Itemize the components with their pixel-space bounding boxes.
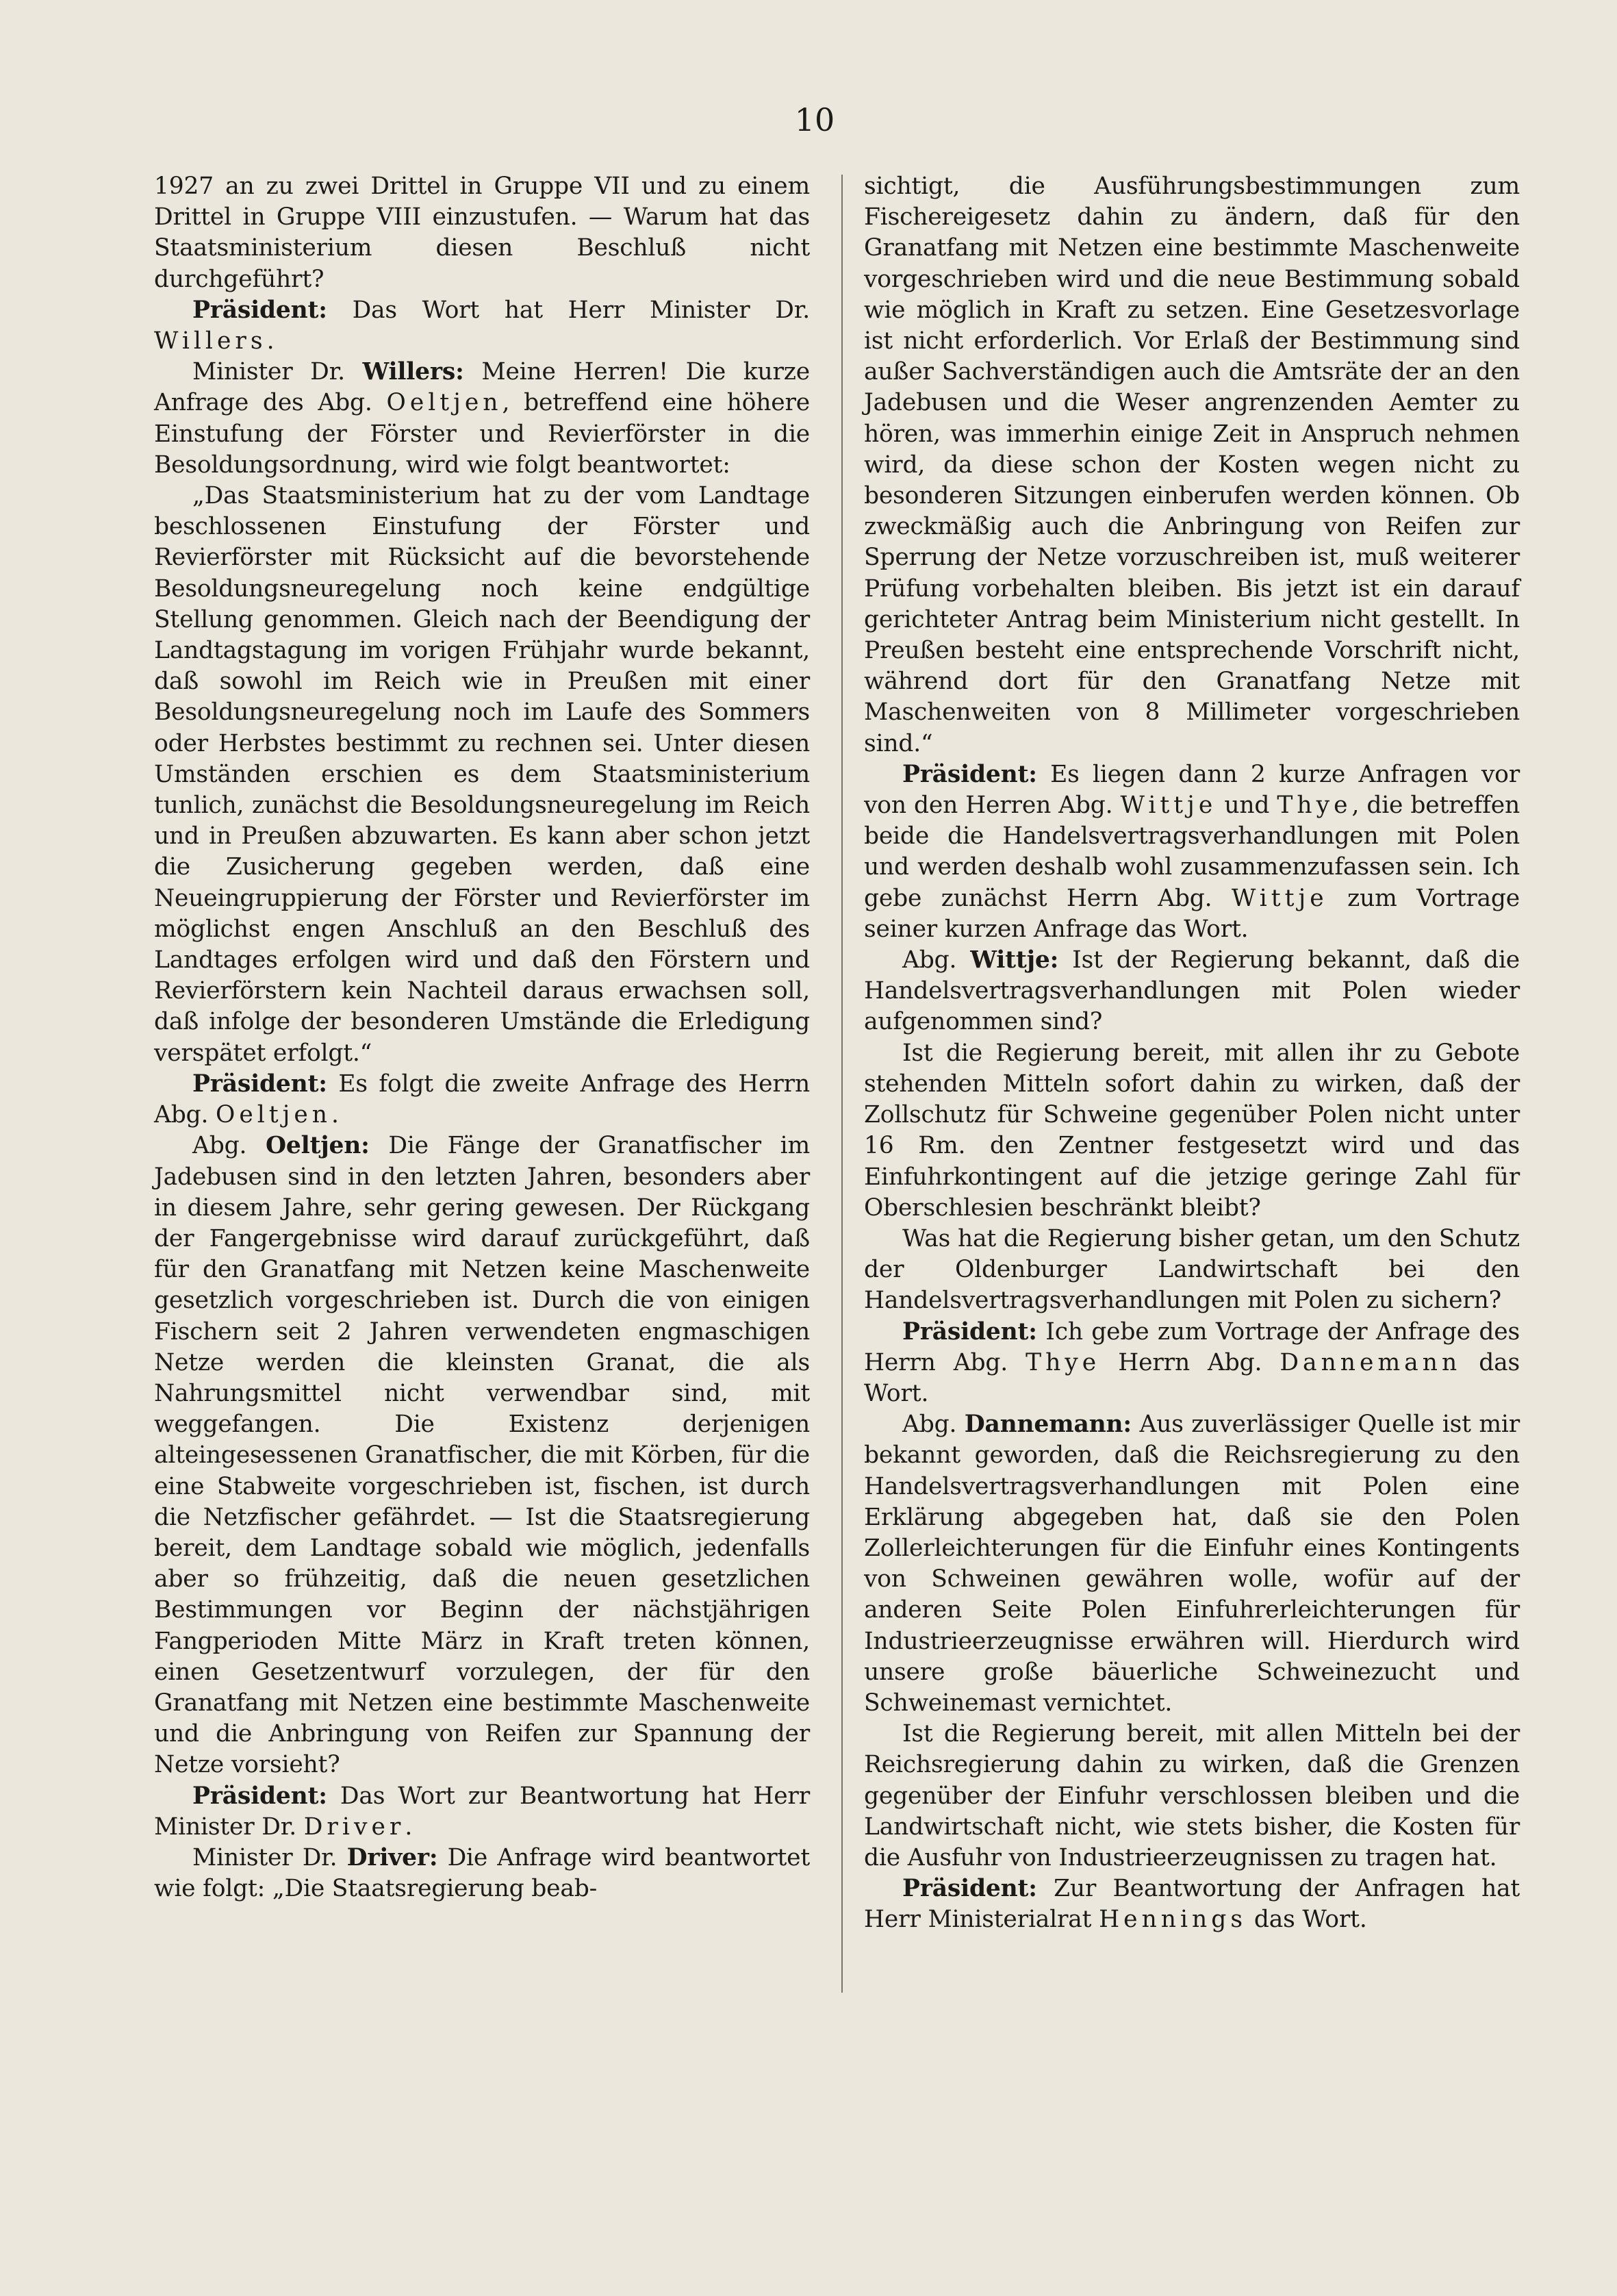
paragraph-text: . (266, 327, 275, 355)
paragraph-text: Es liegen dann 2 kurze Anfragen vor von den Herren Abg. (864, 760, 1520, 820)
paragraph-text: , die betreffen beide die Handelsvertragsverhandlungen mit Polen und werden deshalb wohl zusammenzufassen sein. Ich gebe zunächst Herrn Abg. (864, 792, 1520, 912)
paragraph (154, 1843, 810, 1904)
spaced-name: Willers (154, 327, 267, 355)
paragraph (864, 945, 1520, 1038)
paragraph (864, 759, 1520, 945)
paragraph (864, 171, 1520, 759)
paragraph (154, 481, 810, 1069)
paragraph (154, 357, 810, 481)
paragraph-text: zum Vortrage seiner kurzen Anfrage das Wort. (864, 884, 1520, 943)
right-column (864, 171, 1520, 1936)
paragraph-text: das Wort. (1247, 1906, 1367, 1934)
spaced-name: Thye (1026, 1348, 1101, 1376)
paragraph-text: Die Anfrage wird beantwortet wie folgt: „Die Staatsregierung beab- (154, 1843, 810, 1903)
paragraph-text: Herrn Abg. (1100, 1348, 1280, 1376)
speaker-label: Willers: (362, 358, 464, 386)
paragraph-text: Minister Dr. (192, 358, 363, 386)
spaced-name: Oeltjen (216, 1101, 331, 1129)
paragraph (864, 1719, 1520, 1874)
paragraph-text: Ist die Regierung bereit, mit allen ihr zu Gebote stehenden Mitteln sofort dahin zu wirken, daß der Zollschutz für Schweine gegenüber Polen nicht unter 16 Rm. den Zentner festgesetzt wird und das Einfuhrkontingent auf die jetzige geringe Zahl für Oberschlesien beschränkt bleibt? (864, 1039, 1520, 1222)
paragraph (154, 1131, 810, 1780)
paragraph-text: Aus zuverlässiger Quelle ist mir bekannt geworden, daß die Reichsregierung zu den Handelsvertragsverhandlungen mit Polen eine Erklärung abgegeben hat, daß sie den Polen Zollerleichterungen für die Einfuhr eines Kontingents von Schweinen gewähren wolle, wofür auf der anderen Seite Polen Einfuhrerleichterungen für Industrieerzeugnisse erwähren will. Hierdurch wird unsere große bäuerliche Schweinezucht und Schweinemast vernichtet. (864, 1411, 1520, 1717)
left-column (154, 171, 810, 1904)
speaker-label: Präsident: (902, 1317, 1037, 1346)
paragraph (864, 1224, 1520, 1317)
paragraph-text: „Das Staatsministerium hat zu der vom Landtage beschlossenen Einstufung der Förster und Revierförster mit Rücksicht auf die bevorstehende Besoldungsneuregelung noch keine endgültige Stellung genommen. Gleich nach der Beendigung der Landtagstagung im vorigen Frühjahr wurde bekannt, daß sowohl im Reich wie in Preußen mit einer Besoldungsneuregelung noch im Laufe des Sommers oder Herbstes bestimmt zu rechnen sei. Unter diesen Umständen erschien es dem Staatsministerium tunlich, zunächst die Besoldungsneuregelung im Reich und in Preußen abzuwarten. Es kann aber schon jetzt die Zusicherung gegeben werden, daß eine Neueingruppierung der Förster und Revierförster im möglichst engen Anschluß an den Beschluß des Landtages erfolgen wird und daß den Förstern und Revierförstern kein Nachteil daraus erwachsen soll, daß infolge der besonderen Umstände die Erledigung verspätet erfolgt.“ (154, 482, 810, 1067)
paragraph-text: Meine Herren! Die kurze Anfrage des Abg. (154, 358, 810, 417)
paragraph-text: , betreffend eine höhere Einstufung der Förster und Revierförster in die Besoldungsordnung, wird wie folgt beantwortet: (154, 389, 810, 479)
spaced-name: Oeltjen (386, 389, 502, 417)
paragraph (154, 295, 810, 357)
paragraph (864, 1874, 1520, 1935)
spaced-name: Wittje (1120, 792, 1217, 820)
paragraph (154, 171, 810, 295)
paragraph (864, 1409, 1520, 1719)
paragraph-text: Was hat die Regierung bisher getan, um den Schutz der Oldenburger Landwirtschaft bei den Handelsvertragsverhandlungen mit Polen zu sichern? (864, 1224, 1520, 1315)
speaker-label: Dannemann: (964, 1411, 1132, 1439)
speaker-label: Driver: (346, 1843, 438, 1871)
paragraph-text: und (1217, 792, 1277, 820)
speaker-label: Präsident: (902, 1875, 1037, 1903)
paragraph-text: Ich gebe zum Vortrage der Anfrage des Herrn Abg. (864, 1317, 1520, 1376)
spaced-name: Thye (1277, 792, 1352, 820)
paragraph-text: 1927 an zu zwei Drittel in Gruppe VII und zu einem Drittel in Gruppe VIII einzustufen. — Warum hat das Staatsministerium diesen Beschluß nicht durchgeführt? (154, 173, 810, 293)
column-divider (841, 175, 843, 1993)
paragraph-text: sichtigt, die Ausführungsbestimmungen zum Fischereigesetz dahin zu ändern, daß für den Granatfang mit Netzen eine bestimmte Maschenweite vorgeschrieben wird und die neue Bestimmung sobald wie möglich in Kraft zu setzen. Eine Gesetzesvorlage ist nicht erforderlich. Vor Erlaß der Bestimmung sind außer Sachverständigen auch die Amtsräte der an den Jadebusen und die Weser angrenzenden Aemter zu hören, was immerhin einige Zeit in Anspruch nehmen wird, da diese schon der Kosten wegen nicht zu besonderen Sitzungen einberufen werden können. Ob zweckmäßig auch die Anbringung von Reifen zur Sperrung der Netze vorzuschreiben ist, muß weiterer Prüfung vorbehalten bleiben. Bis jetzt ist ein darauf gerichteter Antrag beim Ministerium nicht gestellt. In Preußen besteht eine entsprechende Vorschrift nicht, während dort für den Granatfang Netze mit Maschenweiten von 8 Millimeter vorgeschrieben sind.“ (864, 173, 1520, 757)
speaker-label: Präsident: (192, 1782, 327, 1810)
speaker-label: Oeltjen: (265, 1132, 370, 1160)
spaced-name: Dannemann (1279, 1348, 1462, 1376)
paragraph-text: . (405, 1813, 413, 1841)
speaker-label: Präsident: (902, 760, 1037, 788)
speaker-label: Präsident: (192, 1070, 327, 1098)
paragraph-text: Das Wort hat Herr Minister Dr. (327, 296, 810, 324)
paragraph-text: Ist die Regierung bereit, mit allen Mitteln bei der Reichsregierung dahin zu wirken, daß die Grenzen gegenüber der Einfuhr verschlossen bleiben und die Landwirtschaft nicht, wie stets bisher, die Kosten für die Ausfuhr von Industrieerzeugnissen zu tragen hat. (864, 1720, 1520, 1871)
paragraph (154, 1069, 810, 1131)
paragraph (864, 1038, 1520, 1224)
speaker-label: Wittje: (970, 946, 1059, 974)
paragraph-text: Ist der Regierung bekannt, daß die Handelsvertragsverhandlungen mit Polen wieder aufgenommen sind? (864, 946, 1520, 1036)
paragraph (864, 1317, 1520, 1410)
speaker-label: Präsident: (192, 296, 327, 324)
spaced-name: Driver (303, 1813, 405, 1841)
paragraph-text: Die Fänge der Granatfischer im Jadebusen sind in den letzten Jahren, besonders aber in diesem Jahre, sehr gering gewesen. Der Rückgang der Fangergebnisse wird darauf zurückgeführt, daß für den Granatfang mit Netzen keine Maschenweite gesetzlich vorgeschrieben ist. Durch die von einigen Fischern seit 2 Jahren verwendeten engmaschigen Netze werden die kleinsten Granat, die als Nahrungsmittel nicht verwendbar sind, mit weggefangen. Die Existenz derjenigen alteingesessenen Granatfischer, die mit Körben, für die eine Stabweite vorgeschrieben ist, fischen, ist durch die Netzfischer gefährdet. — Ist die Staatsregierung bereit, dem Landtage sobald wie möglich, jedenfalls aber so frühzeitig, daß die neuen gesetzlichen Bestimmungen vor Beginn der nächstjährigen Fangperioden Mitte März in Kraft treten können, einen Gesetzentwurf vorzulegen, der für den Granatfang mit Netzen eine bestimmte Maschenweite und die Anbringung von Reifen zur Spannung der Netze vorsieht? (154, 1132, 810, 1779)
spaced-name: Wittje (1231, 884, 1328, 912)
paragraph-text: Das Wort zur Beantwortung hat Herr Minister Dr. (154, 1782, 810, 1841)
paragraph-text: Abg. (902, 1411, 965, 1439)
paragraph-text: Es folgt die zweite Anfrage des Herrn Abg. (154, 1070, 810, 1129)
paragraph-text: Minister Dr. (192, 1843, 347, 1871)
spaced-name: Hennings (1099, 1906, 1247, 1934)
paragraph-text: Zur Beantwortung der Anfragen hat Herr Ministerialrat (864, 1875, 1520, 1934)
paragraph (154, 1781, 810, 1843)
page-number: 10 (794, 101, 835, 138)
paragraph-text: das Wort. (864, 1348, 1520, 1407)
paragraph-text: Abg. (902, 946, 971, 974)
paragraph-text: . (331, 1101, 339, 1129)
paragraph-text: Abg. (192, 1132, 266, 1160)
